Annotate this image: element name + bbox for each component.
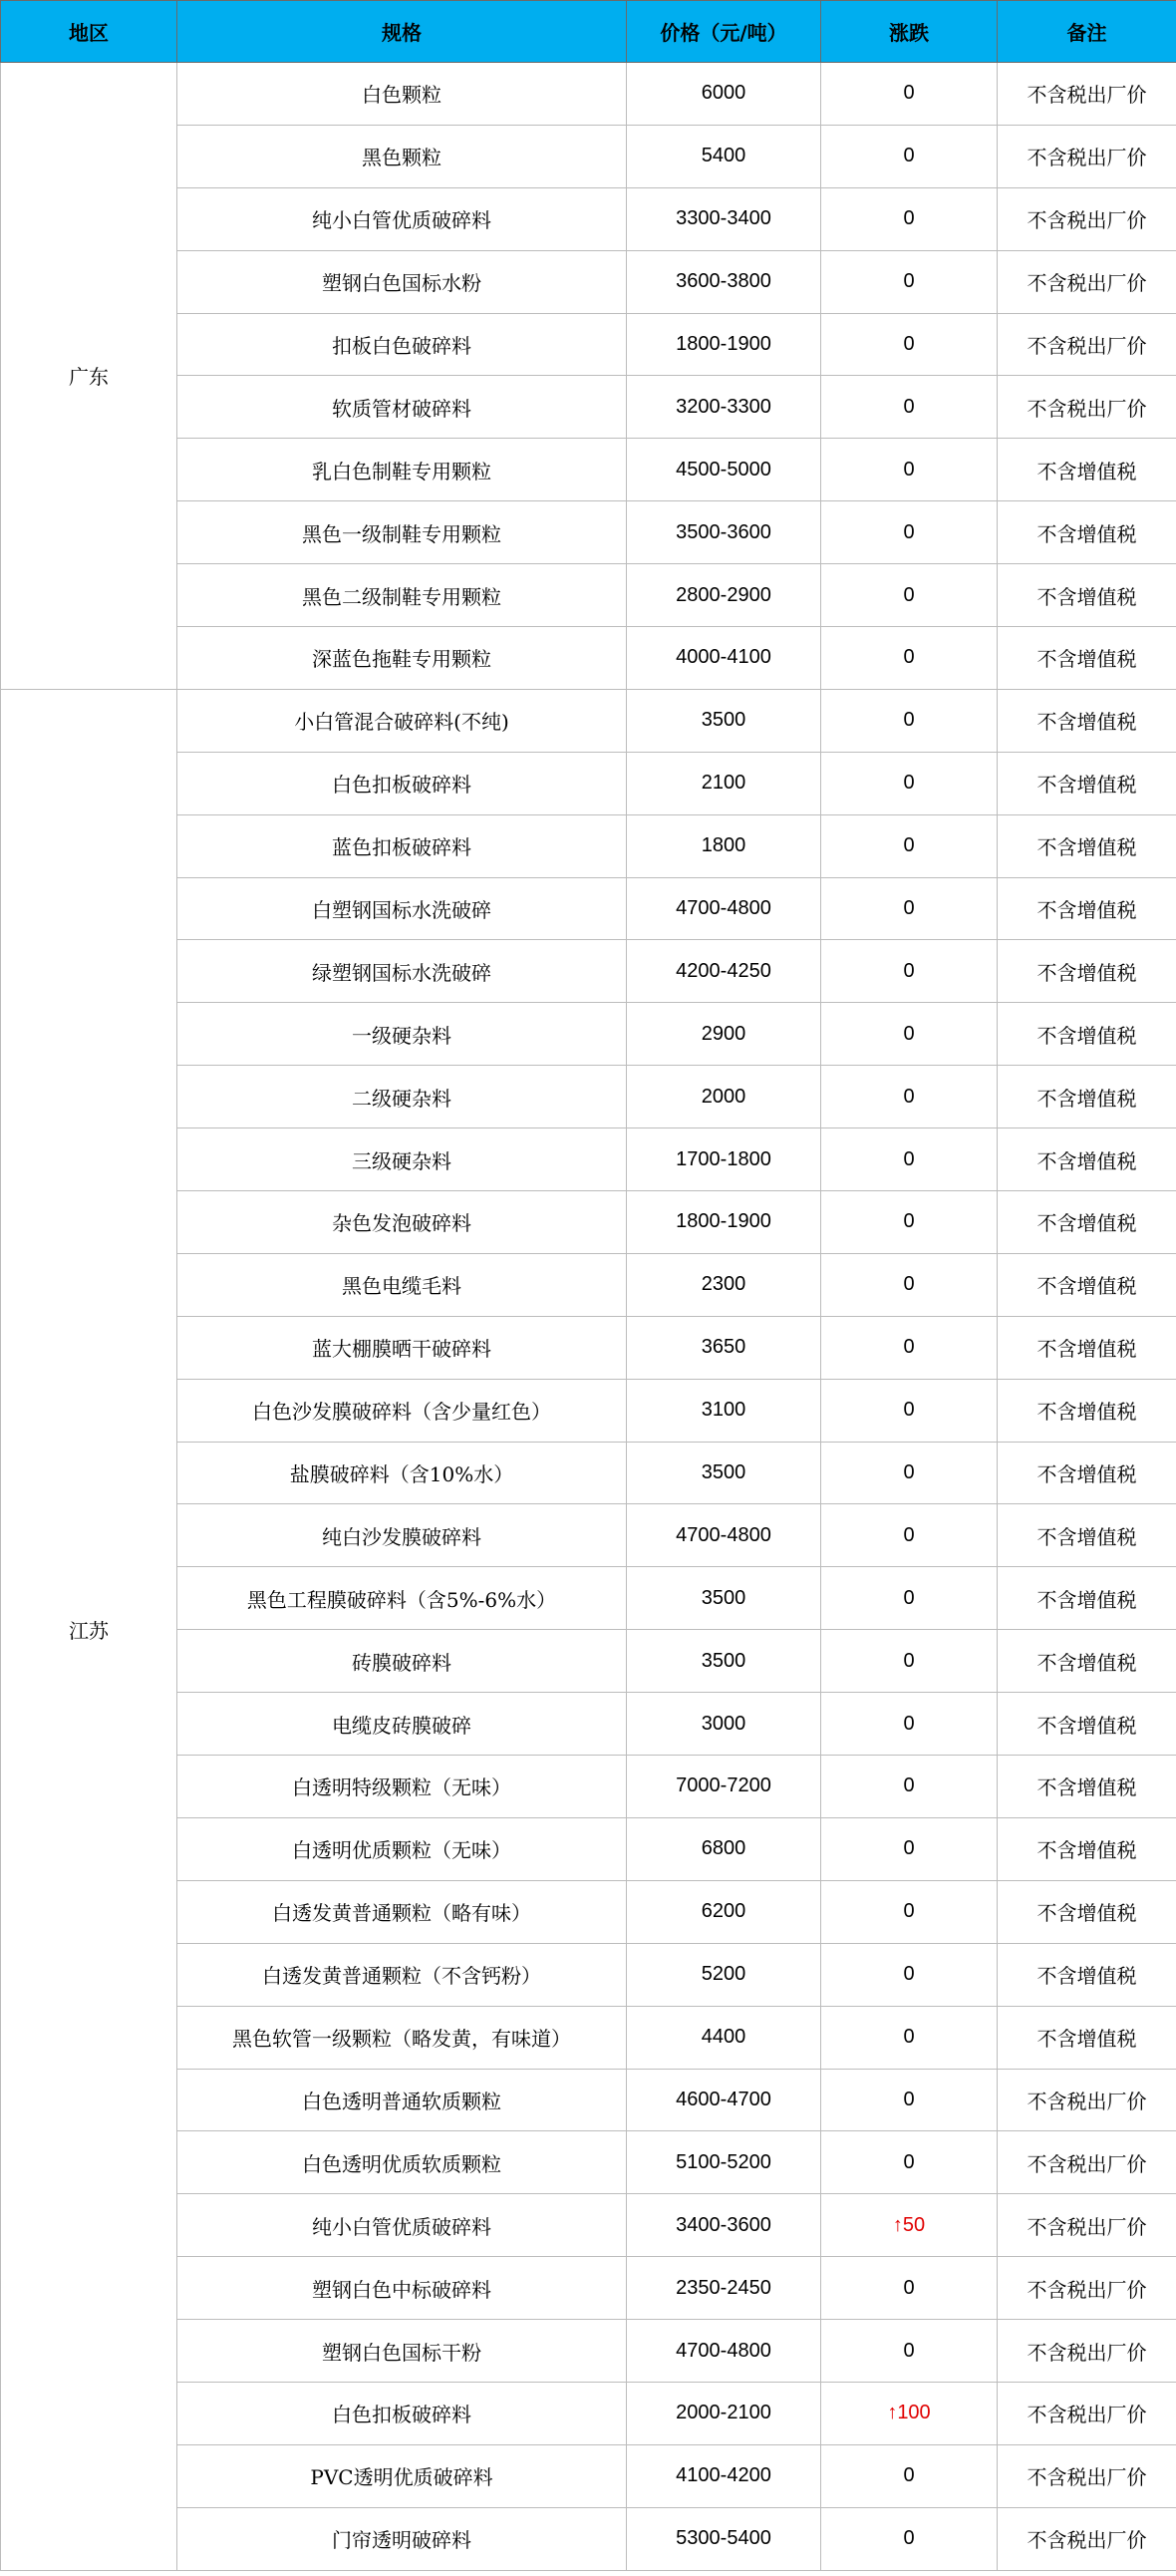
price-cell: 6800 [627, 1817, 821, 1880]
note-cell: 不含增值税 [998, 501, 1176, 564]
spec-cell: 塑钢白色国标水粉 [177, 250, 627, 313]
change-cell: 0 [821, 1379, 998, 1442]
change-cell: 0 [821, 2320, 998, 2383]
change-cell: 0 [821, 1943, 998, 2006]
change-cell: 0 [821, 1442, 998, 1504]
table-row [1, 814, 1176, 877]
note-cell: 不含增值税 [998, 1817, 1176, 1880]
table-row [1, 2382, 1176, 2444]
note-cell: 不含税出厂价 [998, 187, 1176, 250]
spec-cell: 电缆皮砖膜破碎 [177, 1693, 627, 1756]
note-cell: 不含增值税 [998, 2006, 1176, 2069]
spec-cell: 纯白沙发膜破碎料 [177, 1504, 627, 1567]
note-cell: 不含增值税 [998, 627, 1176, 690]
price-cell: 2800-2900 [627, 564, 821, 627]
table-row [1, 1504, 1176, 1567]
price-cell: 3500 [627, 1442, 821, 1504]
price-cell: 4700-4800 [627, 1504, 821, 1567]
note-cell: 不含增值税 [998, 1880, 1176, 1943]
note-cell: 不含税出厂价 [998, 125, 1176, 187]
change-cell: 0 [821, 1316, 998, 1379]
price-cell: 4700-4800 [627, 2320, 821, 2383]
change-cell: 0 [821, 1567, 998, 1630]
change-cell: ↑50 [821, 2194, 998, 2257]
table-row [1, 2257, 1176, 2320]
note-cell: 不含税出厂价 [998, 2507, 1176, 2570]
table-row [1, 1943, 1176, 2006]
spec-cell: 盐膜破碎料（含10%水） [177, 1442, 627, 1504]
table-row [1, 1253, 1176, 1316]
change-cell: 0 [821, 564, 998, 627]
price-cell: 2300 [627, 1253, 821, 1316]
price-cell: 4100-4200 [627, 2444, 821, 2507]
table-row [1, 2006, 1176, 2069]
spec-cell: 白透明优质颗粒（无味） [177, 1817, 627, 1880]
spec-cell: 三级硬杂料 [177, 1128, 627, 1191]
change-cell: 0 [821, 2006, 998, 2069]
change-cell: 0 [821, 1880, 998, 1943]
price-cell: 4000-4100 [627, 627, 821, 690]
price-cell: 3500 [627, 689, 821, 752]
spec-cell: 软质管材破碎料 [177, 376, 627, 439]
spec-cell: 黑色工程膜破碎料（含5%-6%水） [177, 1567, 627, 1630]
spec-cell: 黑色电缆毛料 [177, 1253, 627, 1316]
price-cell: 1700-1800 [627, 1128, 821, 1191]
change-cell: 0 [821, 752, 998, 814]
table-row [1, 250, 1176, 313]
table-header [1, 1, 1176, 63]
price-cell: 2000-2100 [627, 2382, 821, 2444]
note-cell: 不含增值税 [998, 1066, 1176, 1128]
note-cell: 不含税出厂价 [998, 313, 1176, 376]
change-cell: 0 [821, 1817, 998, 1880]
table-row [1, 2320, 1176, 2383]
note-cell: 不含税出厂价 [998, 2444, 1176, 2507]
change-cell: 0 [821, 627, 998, 690]
table-row [1, 1442, 1176, 1504]
change-cell: 0 [821, 250, 998, 313]
table-row [1, 501, 1176, 564]
note-cell: 不含税出厂价 [998, 2131, 1176, 2194]
table-row [1, 940, 1176, 1003]
table-row [1, 376, 1176, 439]
price-cell: 2100 [627, 752, 821, 814]
note-cell: 不含税出厂价 [998, 2257, 1176, 2320]
note-cell: 不含增值税 [998, 1253, 1176, 1316]
change-cell: 0 [821, 376, 998, 439]
note-cell: 不含税出厂价 [998, 63, 1176, 126]
price-cell: 3500 [627, 1567, 821, 1630]
header-price: 价格（元/吨） [627, 1, 821, 63]
spec-cell: 塑钢白色中标破碎料 [177, 2257, 627, 2320]
spec-cell: 绿塑钢国标水洗破碎 [177, 940, 627, 1003]
spec-cell: 一级硬杂料 [177, 1003, 627, 1066]
price-cell: 5300-5400 [627, 2507, 821, 2570]
header-spec: 规格 [177, 1, 627, 63]
spec-cell: 蓝大棚膜晒干破碎料 [177, 1316, 627, 1379]
spec-cell: 白色透明优质软质颗粒 [177, 2131, 627, 2194]
note-cell: 不含税出厂价 [998, 2320, 1176, 2383]
change-cell: 0 [821, 1066, 998, 1128]
change-cell: 0 [821, 1191, 998, 1254]
table-row [1, 2507, 1176, 2570]
spec-cell: 杂色发泡破碎料 [177, 1191, 627, 1254]
change-cell: 0 [821, 1253, 998, 1316]
table-row [1, 689, 1176, 752]
spec-cell: 黑色颗粒 [177, 125, 627, 187]
spec-cell: 二级硬杂料 [177, 1066, 627, 1128]
spec-cell: 白色扣板破碎料 [177, 752, 627, 814]
change-cell: 0 [821, 1504, 998, 1567]
price-cell: 5400 [627, 125, 821, 187]
table-row [1, 63, 1176, 126]
price-cell: 4500-5000 [627, 439, 821, 501]
header-change: 涨跌 [821, 1, 998, 63]
note-cell: 不含税出厂价 [998, 2069, 1176, 2131]
table-row [1, 752, 1176, 814]
change-cell: 0 [821, 940, 998, 1003]
note-cell: 不含增值税 [998, 940, 1176, 1003]
header-row [1, 1, 1176, 63]
note-cell: 不含税出厂价 [998, 2194, 1176, 2257]
change-cell: 0 [821, 1003, 998, 1066]
spec-cell: 白塑钢国标水洗破碎 [177, 877, 627, 940]
change-cell: 0 [821, 689, 998, 752]
table-row [1, 2444, 1176, 2507]
table-row [1, 2069, 1176, 2131]
change-cell: 0 [821, 814, 998, 877]
price-cell: 4700-4800 [627, 877, 821, 940]
price-cell: 4200-4250 [627, 940, 821, 1003]
price-cell: 5200 [627, 1943, 821, 2006]
price-cell: 2350-2450 [627, 2257, 821, 2320]
spec-cell: 扣板白色破碎料 [177, 313, 627, 376]
spec-cell: 砖膜破碎料 [177, 1630, 627, 1693]
change-cell: 0 [821, 439, 998, 501]
change-cell: 0 [821, 2069, 998, 2131]
change-cell: 0 [821, 2257, 998, 2320]
table-row [1, 627, 1176, 690]
spec-cell: 乳白色制鞋专用颗粒 [177, 439, 627, 501]
change-cell: 0 [821, 1630, 998, 1693]
region-cell: 广东 [1, 63, 177, 690]
table-row [1, 1817, 1176, 1880]
price-cell: 2000 [627, 1066, 821, 1128]
table-row [1, 1066, 1176, 1128]
table-row [1, 439, 1176, 501]
price-cell: 3500-3600 [627, 501, 821, 564]
spec-cell: PVC透明优质破碎料 [177, 2444, 627, 2507]
spec-cell: 深蓝色拖鞋专用颗粒 [177, 627, 627, 690]
change-cell: 0 [821, 1693, 998, 1756]
spec-cell: 塑钢白色国标干粉 [177, 2320, 627, 2383]
note-cell: 不含增值税 [998, 689, 1176, 752]
price-cell: 2900 [627, 1003, 821, 1066]
spec-cell: 纯小白管优质破碎料 [177, 2194, 627, 2257]
price-cell: 4400 [627, 2006, 821, 2069]
change-cell: 0 [821, 1128, 998, 1191]
note-cell: 不含增值税 [998, 1756, 1176, 1818]
table-row [1, 1128, 1176, 1191]
spec-cell: 白色透明普通软质颗粒 [177, 2069, 627, 2131]
spec-cell: 白色颗粒 [177, 63, 627, 126]
price-cell: 6000 [627, 63, 821, 126]
change-cell: 0 [821, 63, 998, 126]
price-cell: 1800-1900 [627, 313, 821, 376]
change-cell: 0 [821, 2131, 998, 2194]
note-cell: 不含增值税 [998, 1630, 1176, 1693]
spec-cell: 蓝色扣板破碎料 [177, 814, 627, 877]
price-cell: 3650 [627, 1316, 821, 1379]
note-cell: 不含增值税 [998, 1191, 1176, 1254]
note-cell: 不含增值税 [998, 752, 1176, 814]
change-cell: 0 [821, 313, 998, 376]
change-cell: 0 [821, 1756, 998, 1818]
spec-cell: 纯小白管优质破碎料 [177, 187, 627, 250]
table-row [1, 125, 1176, 187]
price-cell: 4600-4700 [627, 2069, 821, 2131]
price-cell: 7000-7200 [627, 1756, 821, 1818]
note-cell: 不含增值税 [998, 814, 1176, 877]
table-row [1, 1880, 1176, 1943]
change-cell: 0 [821, 187, 998, 250]
header-note: 备注 [998, 1, 1176, 63]
price-cell: 1800-1900 [627, 1191, 821, 1254]
spec-cell: 黑色一级制鞋专用颗粒 [177, 501, 627, 564]
price-cell: 3300-3400 [627, 187, 821, 250]
spec-cell: 白透发黄普通颗粒（不含钙粉） [177, 1943, 627, 2006]
table-row [1, 1693, 1176, 1756]
change-cell: 0 [821, 501, 998, 564]
table-row [1, 2194, 1176, 2257]
spec-cell: 白色扣板破碎料 [177, 2382, 627, 2444]
note-cell: 不含税出厂价 [998, 250, 1176, 313]
note-cell: 不含税出厂价 [998, 2382, 1176, 2444]
table-row [1, 564, 1176, 627]
spec-cell: 门帘透明破碎料 [177, 2507, 627, 2570]
change-cell: 0 [821, 877, 998, 940]
price-cell: 3500 [627, 1630, 821, 1693]
price-cell: 6200 [627, 1880, 821, 1943]
note-cell: 不含增值税 [998, 1379, 1176, 1442]
price-cell: 3000 [627, 1693, 821, 1756]
note-cell: 不含增值税 [998, 1316, 1176, 1379]
spec-cell: 白透发黄普通颗粒（略有味） [177, 1880, 627, 1943]
spec-cell: 黑色二级制鞋专用颗粒 [177, 564, 627, 627]
table-body [1, 63, 1176, 2571]
change-cell: 0 [821, 2507, 998, 2570]
table-row [1, 187, 1176, 250]
table-row [1, 1316, 1176, 1379]
change-cell: 0 [821, 2444, 998, 2507]
note-cell: 不含税出厂价 [998, 376, 1176, 439]
change-cell: ↑100 [821, 2382, 998, 2444]
note-cell: 不含增值税 [998, 1693, 1176, 1756]
note-cell: 不含增值税 [998, 1943, 1176, 2006]
table-row [1, 1379, 1176, 1442]
region-cell: 江苏 [1, 689, 177, 2570]
note-cell: 不含增值税 [998, 1003, 1176, 1066]
table-row [1, 1567, 1176, 1630]
note-cell: 不含增值税 [998, 564, 1176, 627]
table-row [1, 313, 1176, 376]
table-row [1, 1191, 1176, 1254]
spec-cell: 白色沙发膜破碎料（含少量红色） [177, 1379, 627, 1442]
price-cell: 5100-5200 [627, 2131, 821, 2194]
note-cell: 不含增值税 [998, 1128, 1176, 1191]
table-row [1, 1003, 1176, 1066]
table-row [1, 1630, 1176, 1693]
note-cell: 不含增值税 [998, 439, 1176, 501]
note-cell: 不含增值税 [998, 877, 1176, 940]
spec-cell: 白透明特级颗粒（无味） [177, 1756, 627, 1818]
price-cell: 1800 [627, 814, 821, 877]
spec-cell: 黑色软管一级颗粒（略发黄，有味道） [177, 2006, 627, 2069]
note-cell: 不含增值税 [998, 1442, 1176, 1504]
note-cell: 不含增值税 [998, 1567, 1176, 1630]
header-region: 地区 [1, 1, 177, 63]
table-row [1, 2131, 1176, 2194]
price-cell: 3400-3600 [627, 2194, 821, 2257]
note-cell: 不含增值税 [998, 1504, 1176, 1567]
table-row [1, 1756, 1176, 1818]
price-cell: 3200-3300 [627, 376, 821, 439]
change-cell: 0 [821, 125, 998, 187]
price-cell: 3100 [627, 1379, 821, 1442]
spec-cell: 小白管混合破碎料(不纯) [177, 689, 627, 752]
table-row [1, 877, 1176, 940]
price-cell: 3600-3800 [627, 250, 821, 313]
